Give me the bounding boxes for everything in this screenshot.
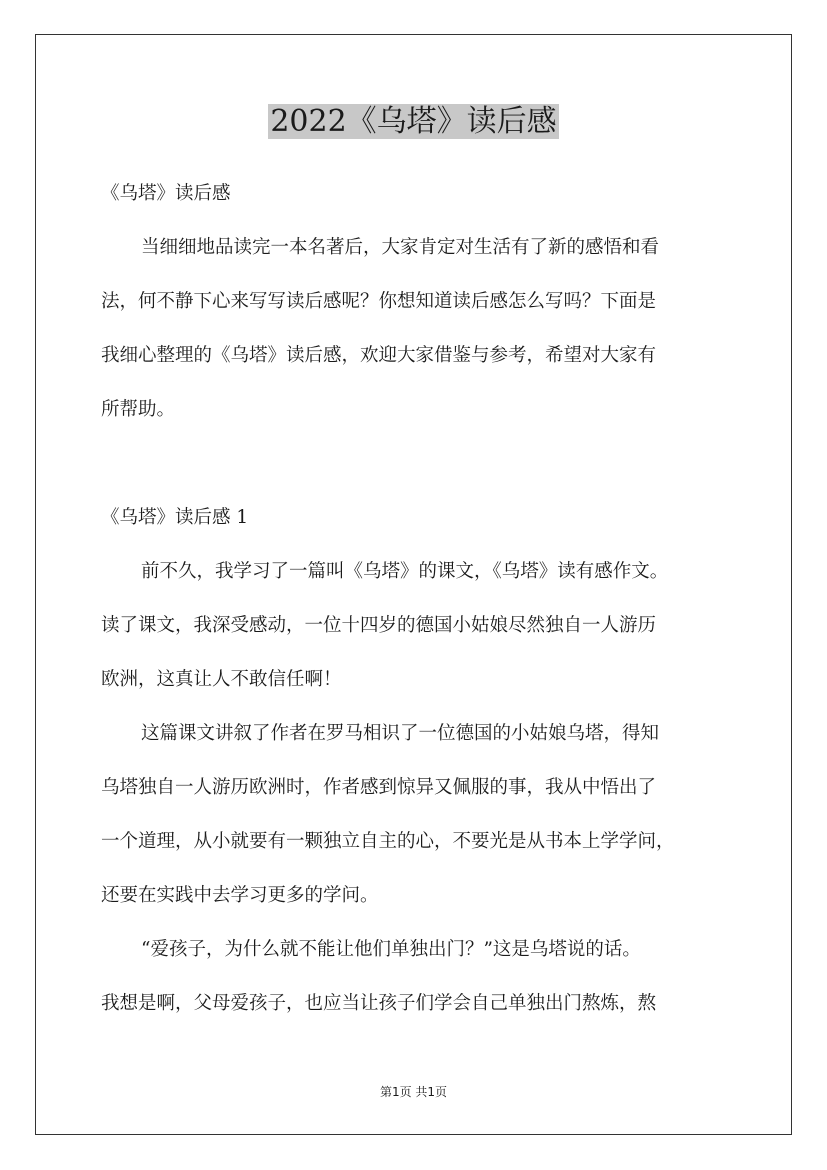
section-heading: 《乌塔》读后感 1 — [101, 507, 249, 528]
body-paragraph-line: 还要在实践中去学习更多的学问。 — [101, 885, 379, 906]
body-paragraph-line: 欧洲，这真让人不敢信任啊！ — [101, 669, 342, 690]
body-paragraph-line: 前不久，我学习了一篇叫《乌塔》的课文，《乌塔》读有感作文。 — [141, 561, 669, 582]
body-paragraph-line: “爱孩子，为什么就不能让他们单独出门？”这是乌塔说的话。 — [141, 939, 641, 960]
intro-paragraph-line: 当细细地品读完一本名著后，大家肯定对生活有了新的感悟和看 — [141, 237, 660, 258]
body-paragraph-line: 我想是啊，父母爱孩子，也应当让孩子们学会自己单独出门熬炼，熬 — [101, 993, 657, 1014]
intro-paragraph-line: 所帮助。 — [101, 399, 176, 420]
intro-heading: 《乌塔》读后感 — [101, 183, 231, 204]
document-title — [0, 100, 827, 144]
intro-paragraph-line: 我细心整理的《乌塔》读后感，欢迎大家借鉴与参考，希望对大家有 — [101, 345, 657, 366]
document-title-text: 2022《乌塔》读后感 — [270, 104, 557, 139]
intro-paragraph-line: 法，何不静下心来写写读后感呢？你想知道读后感怎么写吗？下面是 — [101, 291, 657, 312]
page-number-footer: 第1页 共1页 — [379, 1085, 448, 1099]
body-paragraph-line: 读了课文，我深受感动，一位十四岁的德国小姑娘尽然独自一人游历 — [101, 615, 657, 636]
body-paragraph-line: 这篇课文讲叙了作者在罗马相识了一位德国的小姑娘乌塔，得知 — [141, 723, 660, 744]
body-paragraph-line: 乌塔独自一人游历欧洲时，作者感到惊异又佩服的事，我从中悟出了 — [101, 777, 657, 798]
body-paragraph-line: 一个道理，从小就要有一颗独立自主的心，不要光是从书本上学学问， — [101, 831, 675, 852]
